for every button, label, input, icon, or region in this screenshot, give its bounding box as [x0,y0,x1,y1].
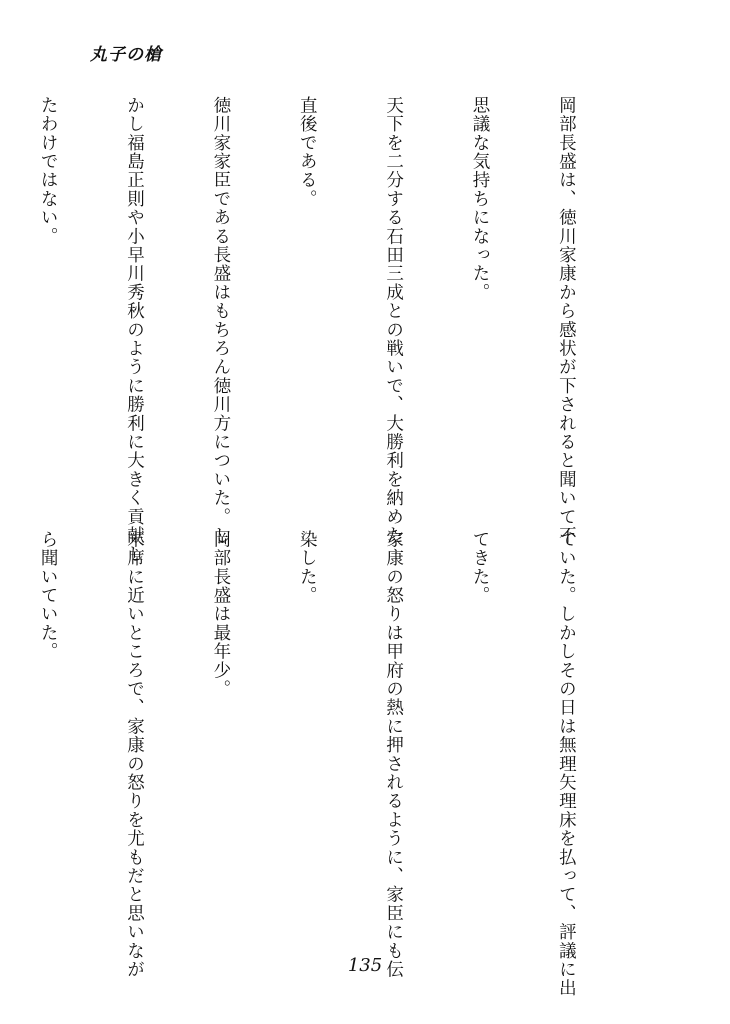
text-line: 末席に近いところで、家康の怒りを尤もだと思いなが [124,530,145,979]
text-line: かし福島正則や小早川秀秋のように勝利に大きく貢献し [124,96,145,564]
text-line: 天下を二分する石田三成との戦いで、大勝利を納めた [383,96,404,545]
text-line: 直後である。 [297,96,318,209]
page-number: 135 [347,955,383,976]
text-line: 家康の怒りは甲府の熱に押されるように、家臣にも伝 [383,530,404,979]
text-line: 岡部長盛は最年少。 [210,530,231,699]
text-line: 徳川家家臣である長盛はもちろん徳川方についた。し [210,96,231,545]
text-line: てきた。 [470,530,491,605]
text-line: 染した。 [297,530,318,605]
text-line: 思議な気持ちになった。 [470,96,491,302]
text-line: 岡部長盛は、徳川家康から感状が下されると聞いて不 [556,96,577,545]
upper-text-block [38,96,638,564]
text-line: ら聞いていた。 [38,530,59,661]
text-line: ていた。しかしその日は無理矢理床を払って、評議に出 [556,530,577,998]
running-title: 丸子の槍 [90,45,162,65]
text-line: たわけではない。 [38,96,59,246]
